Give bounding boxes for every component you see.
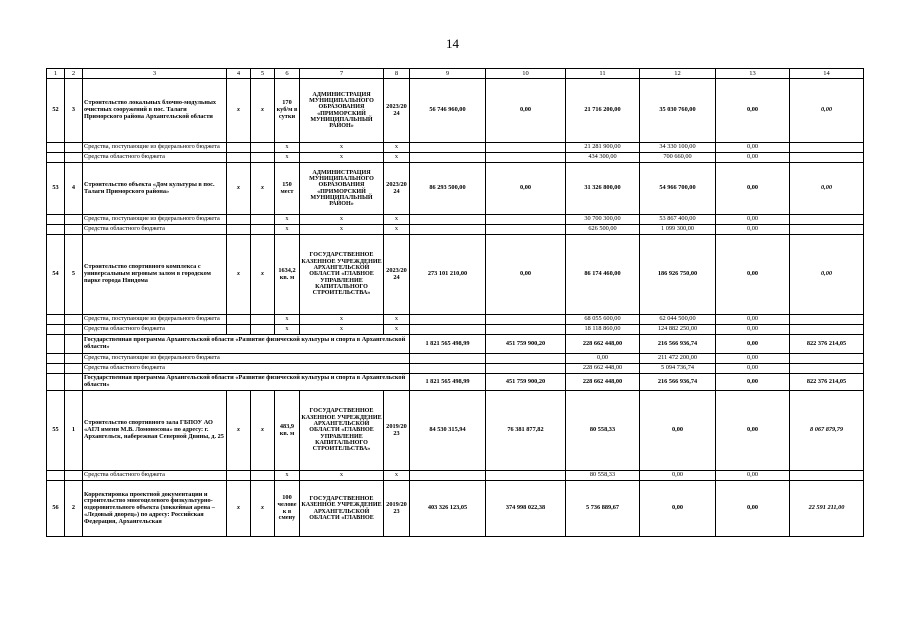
years: 2019/2023 <box>384 391 410 471</box>
amount-total: 86 293 500,00 <box>410 163 486 215</box>
cell-x: x <box>275 143 300 153</box>
amount-c11: 228 662 448,00 <box>566 335 640 354</box>
amount-c10: 451 759 900,20 <box>486 374 566 391</box>
amount-c11: 228 662 448,00 <box>566 364 640 374</box>
column-header: 7 <box>300 69 384 79</box>
column-header: 2 <box>65 69 83 79</box>
table-row-regional <box>47 153 864 163</box>
object-name: Строительство спортивного комплекса с универсальным игровым залом в городском парке города Няндома <box>83 235 227 315</box>
capacity: 100 человек в смену <box>275 481 300 537</box>
amount-c12: 216 566 936,74 <box>640 335 716 354</box>
cell-x: x <box>251 79 275 143</box>
amount-c12: 54 966 700,00 <box>640 163 716 215</box>
table-row-federal <box>47 143 864 153</box>
amount-c12: 211 472 200,00 <box>640 354 716 364</box>
amount-c12: 186 926 750,00 <box>640 235 716 315</box>
program-total-row <box>47 374 864 391</box>
amount-c11: 21 716 200,00 <box>566 79 640 143</box>
amount-c12: 34 330 100,00 <box>640 143 716 153</box>
cell-x: x <box>384 325 410 335</box>
amount-c11: 228 662 448,00 <box>566 374 640 391</box>
amount-c10: 374 998 022,38 <box>486 481 566 537</box>
table-row-54 <box>47 235 864 315</box>
cell-x: x <box>275 153 300 163</box>
amount-c12: 53 867 400,00 <box>640 215 716 225</box>
cell-x: x <box>300 153 384 163</box>
years: 2019/2023 <box>384 481 410 537</box>
organization: АДМИНИСТРАЦИЯ МУНИЦИПАЛЬНОГО ОБРАЗОВАНИЯ «ПРИМОРСКИЙ МУНИЦИПАЛЬНЫЙ РАЙОН» <box>300 79 384 143</box>
cell-x: x <box>275 471 300 481</box>
cell-x: x <box>384 153 410 163</box>
cell-x: x <box>275 215 300 225</box>
amount-c11: 434 300,00 <box>566 153 640 163</box>
table-row-regional <box>47 325 864 335</box>
amount-c12: 62 044 500,00 <box>640 315 716 325</box>
amount-c10: 0,00 <box>486 163 566 215</box>
table-row-federal <box>47 354 864 364</box>
column-header: 4 <box>227 69 251 79</box>
funding-source-label: Средства, поступающие из федерального бюджета <box>83 315 227 325</box>
amount-c11: 626 500,00 <box>566 225 640 235</box>
amount-c12: 0,00 <box>640 391 716 471</box>
amount-c12: 700 660,00 <box>640 153 716 163</box>
cell-x: x <box>300 325 384 335</box>
amount-total: 56 746 960,00 <box>410 79 486 143</box>
column-header: 9 <box>410 69 486 79</box>
table-row-federal <box>47 315 864 325</box>
funding-source-label: Средства, поступающие из федерального бюджета <box>83 215 227 225</box>
row-number: 54 <box>47 235 65 315</box>
row-number: 52 <box>47 79 65 143</box>
funding-source-label: Средства, поступающие из федерального бюджета <box>83 354 410 364</box>
cell-x: x <box>227 79 251 143</box>
cell-x: x <box>227 391 251 471</box>
table-row-52 <box>47 79 864 143</box>
column-header: 6 <box>275 69 300 79</box>
cell-x: x <box>384 315 410 325</box>
amount-c14: 8 067 879,79 <box>790 391 864 471</box>
amount-c13: 0,00 <box>716 325 790 335</box>
amount-c10: 451 759 900,20 <box>486 335 566 354</box>
cell-x: x <box>251 163 275 215</box>
column-header: 5 <box>251 69 275 79</box>
amount-c11: 31 326 800,00 <box>566 163 640 215</box>
amount-c13: 0,00 <box>716 391 790 471</box>
row-subnumber: 1 <box>65 391 83 471</box>
program-total-row <box>47 335 864 354</box>
column-header: 11 <box>566 69 640 79</box>
cell-x: x <box>300 471 384 481</box>
years: 2023/2024 <box>384 235 410 315</box>
row-subnumber: 3 <box>65 79 83 143</box>
amount-c12: 216 566 936,74 <box>640 374 716 391</box>
amount-c13: 0,00 <box>716 225 790 235</box>
row-number: 55 <box>47 391 65 471</box>
years: 2023/2024 <box>384 163 410 215</box>
table-row-regional <box>47 471 864 481</box>
organization: АДМИНИСТРАЦИЯ МУНИЦИПАЛЬНОГО ОБРАЗОВАНИЯ «ПРИМОРСКИЙ МУНИЦИПАЛЬНЫЙ РАЙОН» <box>300 163 384 215</box>
amount-c11: 30 700 300,00 <box>566 215 640 225</box>
amount-total: 1 821 565 498,99 <box>410 374 486 391</box>
cell-x: x <box>384 225 410 235</box>
program-title: Государственная программа Архангельской области «Развитие физической культуры и спорта в Архангельской области» <box>83 335 410 354</box>
amount-c10: 0,00 <box>486 79 566 143</box>
amount-c14: 822 376 214,05 <box>790 374 864 391</box>
amount-c10: 76 381 877,82 <box>486 391 566 471</box>
row-number: 53 <box>47 163 65 215</box>
cell-x: x <box>384 143 410 153</box>
years: 2023/2024 <box>384 79 410 143</box>
object-name: Строительство локальных блочно-модульных очистных сооружений в пос. Талаги Приморского района Архангельской области <box>83 79 227 143</box>
amount-c13: 0,00 <box>716 315 790 325</box>
capacity: 150 мест <box>275 163 300 215</box>
object-name: Строительство спортивного зала ГБПОУ АО «АГЛ имени М.В. Ломоносова» по адресу: г. Архангельск, набережная Северной Двины, д. 25 <box>83 391 227 471</box>
amount-total: 403 326 123,05 <box>410 481 486 537</box>
cell-x: x <box>227 163 251 215</box>
amount-c13: 0,00 <box>716 215 790 225</box>
amount-c13: 0,00 <box>716 163 790 215</box>
cell-x: x <box>384 215 410 225</box>
amount-c13: 0,00 <box>716 79 790 143</box>
table-row-federal <box>47 215 864 225</box>
row-subnumber: 2 <box>65 481 83 537</box>
cell-x: x <box>275 325 300 335</box>
column-header: 12 <box>640 69 716 79</box>
funding-source-label: Средства областного бюджета <box>83 225 227 235</box>
cell-x: x <box>300 315 384 325</box>
cell-x: x <box>227 235 251 315</box>
table-row-regional <box>47 364 864 374</box>
column-header: 8 <box>384 69 410 79</box>
amount-c14: 0,00 <box>790 235 864 315</box>
amount-c11: 80 558,33 <box>566 471 640 481</box>
cell-x: x <box>300 143 384 153</box>
amount-total: 84 530 315,94 <box>410 391 486 471</box>
cell-x: x <box>275 225 300 235</box>
capacity: 1634,2 кв. м <box>275 235 300 315</box>
funding-source-label: Средства, поступающие из федерального бюджета <box>83 143 227 153</box>
object-name: Строительство объекта «Дом культуры в пос. Талаги Приморского района» <box>83 163 227 215</box>
table-row-53 <box>47 163 864 215</box>
amount-c12: 1 099 300,00 <box>640 225 716 235</box>
amount-c12: 0,00 <box>640 481 716 537</box>
program-title: Государственная программа Архангельской области «Развитие физической культуры и спорта в Архангельской области» <box>83 374 410 391</box>
row-subnumber: 5 <box>65 235 83 315</box>
row-number: 56 <box>47 481 65 537</box>
amount-c11: 0,00 <box>566 354 640 364</box>
amount-c11: 21 281 900,00 <box>566 143 640 153</box>
amount-c14: 0,00 <box>790 79 864 143</box>
amount-c11: 68 055 600,00 <box>566 315 640 325</box>
row-subnumber: 4 <box>65 163 83 215</box>
organization: ГОСУДАРСТВЕННОЕ КАЗЕННОЕ УЧРЕЖДЕНИЕ АРХАНГЕЛЬСКОЙ ОБЛАСТИ «ГЛАВНОЕ <box>300 481 384 537</box>
table-row-56 <box>47 481 864 537</box>
funding-source-label: Средства областного бюджета <box>83 153 227 163</box>
capacity: 483,9 кв. м <box>275 391 300 471</box>
cell-x: x <box>251 481 275 537</box>
budget-table <box>46 68 864 537</box>
amount-c13: 0,00 <box>716 143 790 153</box>
amount-c11: 80 558,33 <box>566 391 640 471</box>
amount-c13: 0,00 <box>716 481 790 537</box>
cell-x: x <box>300 225 384 235</box>
amount-c12: 35 030 760,00 <box>640 79 716 143</box>
amount-c11: 5 736 889,67 <box>566 481 640 537</box>
cell-x: x <box>300 215 384 225</box>
organization: ГОСУДАРСТВЕННОЕ КАЗЕННОЕ УЧРЕЖДЕНИЕ АРХАНГЕЛЬСКОЙ ОБЛАСТИ «ГЛАВНОЕ УПРАВЛЕНИЕ КАПИТАЛЬНОГО СТРОИТЕЛЬСТВА» <box>300 235 384 315</box>
column-header: 13 <box>716 69 790 79</box>
amount-c11: 18 118 860,00 <box>566 325 640 335</box>
column-header: 3 <box>83 69 227 79</box>
funding-source-label: Средства областного бюджета <box>83 364 410 374</box>
amount-c14: 22 591 211,00 <box>790 481 864 537</box>
cell-x: x <box>251 235 275 315</box>
column-header: 14 <box>790 69 864 79</box>
amount-c13: 0,00 <box>716 335 790 354</box>
amount-c12: 0,00 <box>640 471 716 481</box>
page-number: 14 <box>446 36 459 51</box>
amount-c13: 0,00 <box>716 354 790 364</box>
amount-c13: 0,00 <box>716 153 790 163</box>
table-row-55 <box>47 391 864 471</box>
column-header: 10 <box>486 69 566 79</box>
amount-c12: 124 882 250,00 <box>640 325 716 335</box>
amount-total: 1 821 565 498,99 <box>410 335 486 354</box>
funding-source-label: Средства областного бюджета <box>83 471 227 481</box>
amount-c11: 86 174 460,00 <box>566 235 640 315</box>
organization: ГОСУДАРСТВЕННОЕ КАЗЕННОЕ УЧРЕЖДЕНИЕ АРХАНГЕЛЬСКОЙ ОБЛАСТИ «ГЛАВНОЕ УПРАВЛЕНИЕ КАПИТАЛЬНОГО СТРОИТЕЛЬСТВА» <box>300 391 384 471</box>
amount-c14: 822 376 214,05 <box>790 335 864 354</box>
amount-c13: 0,00 <box>716 364 790 374</box>
amount-c10: 0,00 <box>486 235 566 315</box>
object-name: Корректировка проектной документации и строительство многоцелевого физкультурно-оздоровительного объекта (хоккейная арена – «Ледовый дворец») по адресу: Российская Федерация, Архангельская <box>83 481 227 537</box>
funding-source-label: Средства областного бюджета <box>83 325 227 335</box>
cell-x: x <box>227 481 251 537</box>
column-header-row <box>47 69 864 79</box>
amount-total: 273 101 210,00 <box>410 235 486 315</box>
table-row-regional <box>47 225 864 235</box>
amount-c13: 0,00 <box>716 471 790 481</box>
cell-x: x <box>275 315 300 325</box>
amount-c14: 0,00 <box>790 163 864 215</box>
amount-c13: 0,00 <box>716 235 790 315</box>
capacity: 170 куб/м в сутки <box>275 79 300 143</box>
amount-c12: 5 094 736,74 <box>640 364 716 374</box>
column-header: 1 <box>47 69 65 79</box>
amount-c13: 0,00 <box>716 374 790 391</box>
cell-x: x <box>251 391 275 471</box>
cell-x: x <box>384 471 410 481</box>
